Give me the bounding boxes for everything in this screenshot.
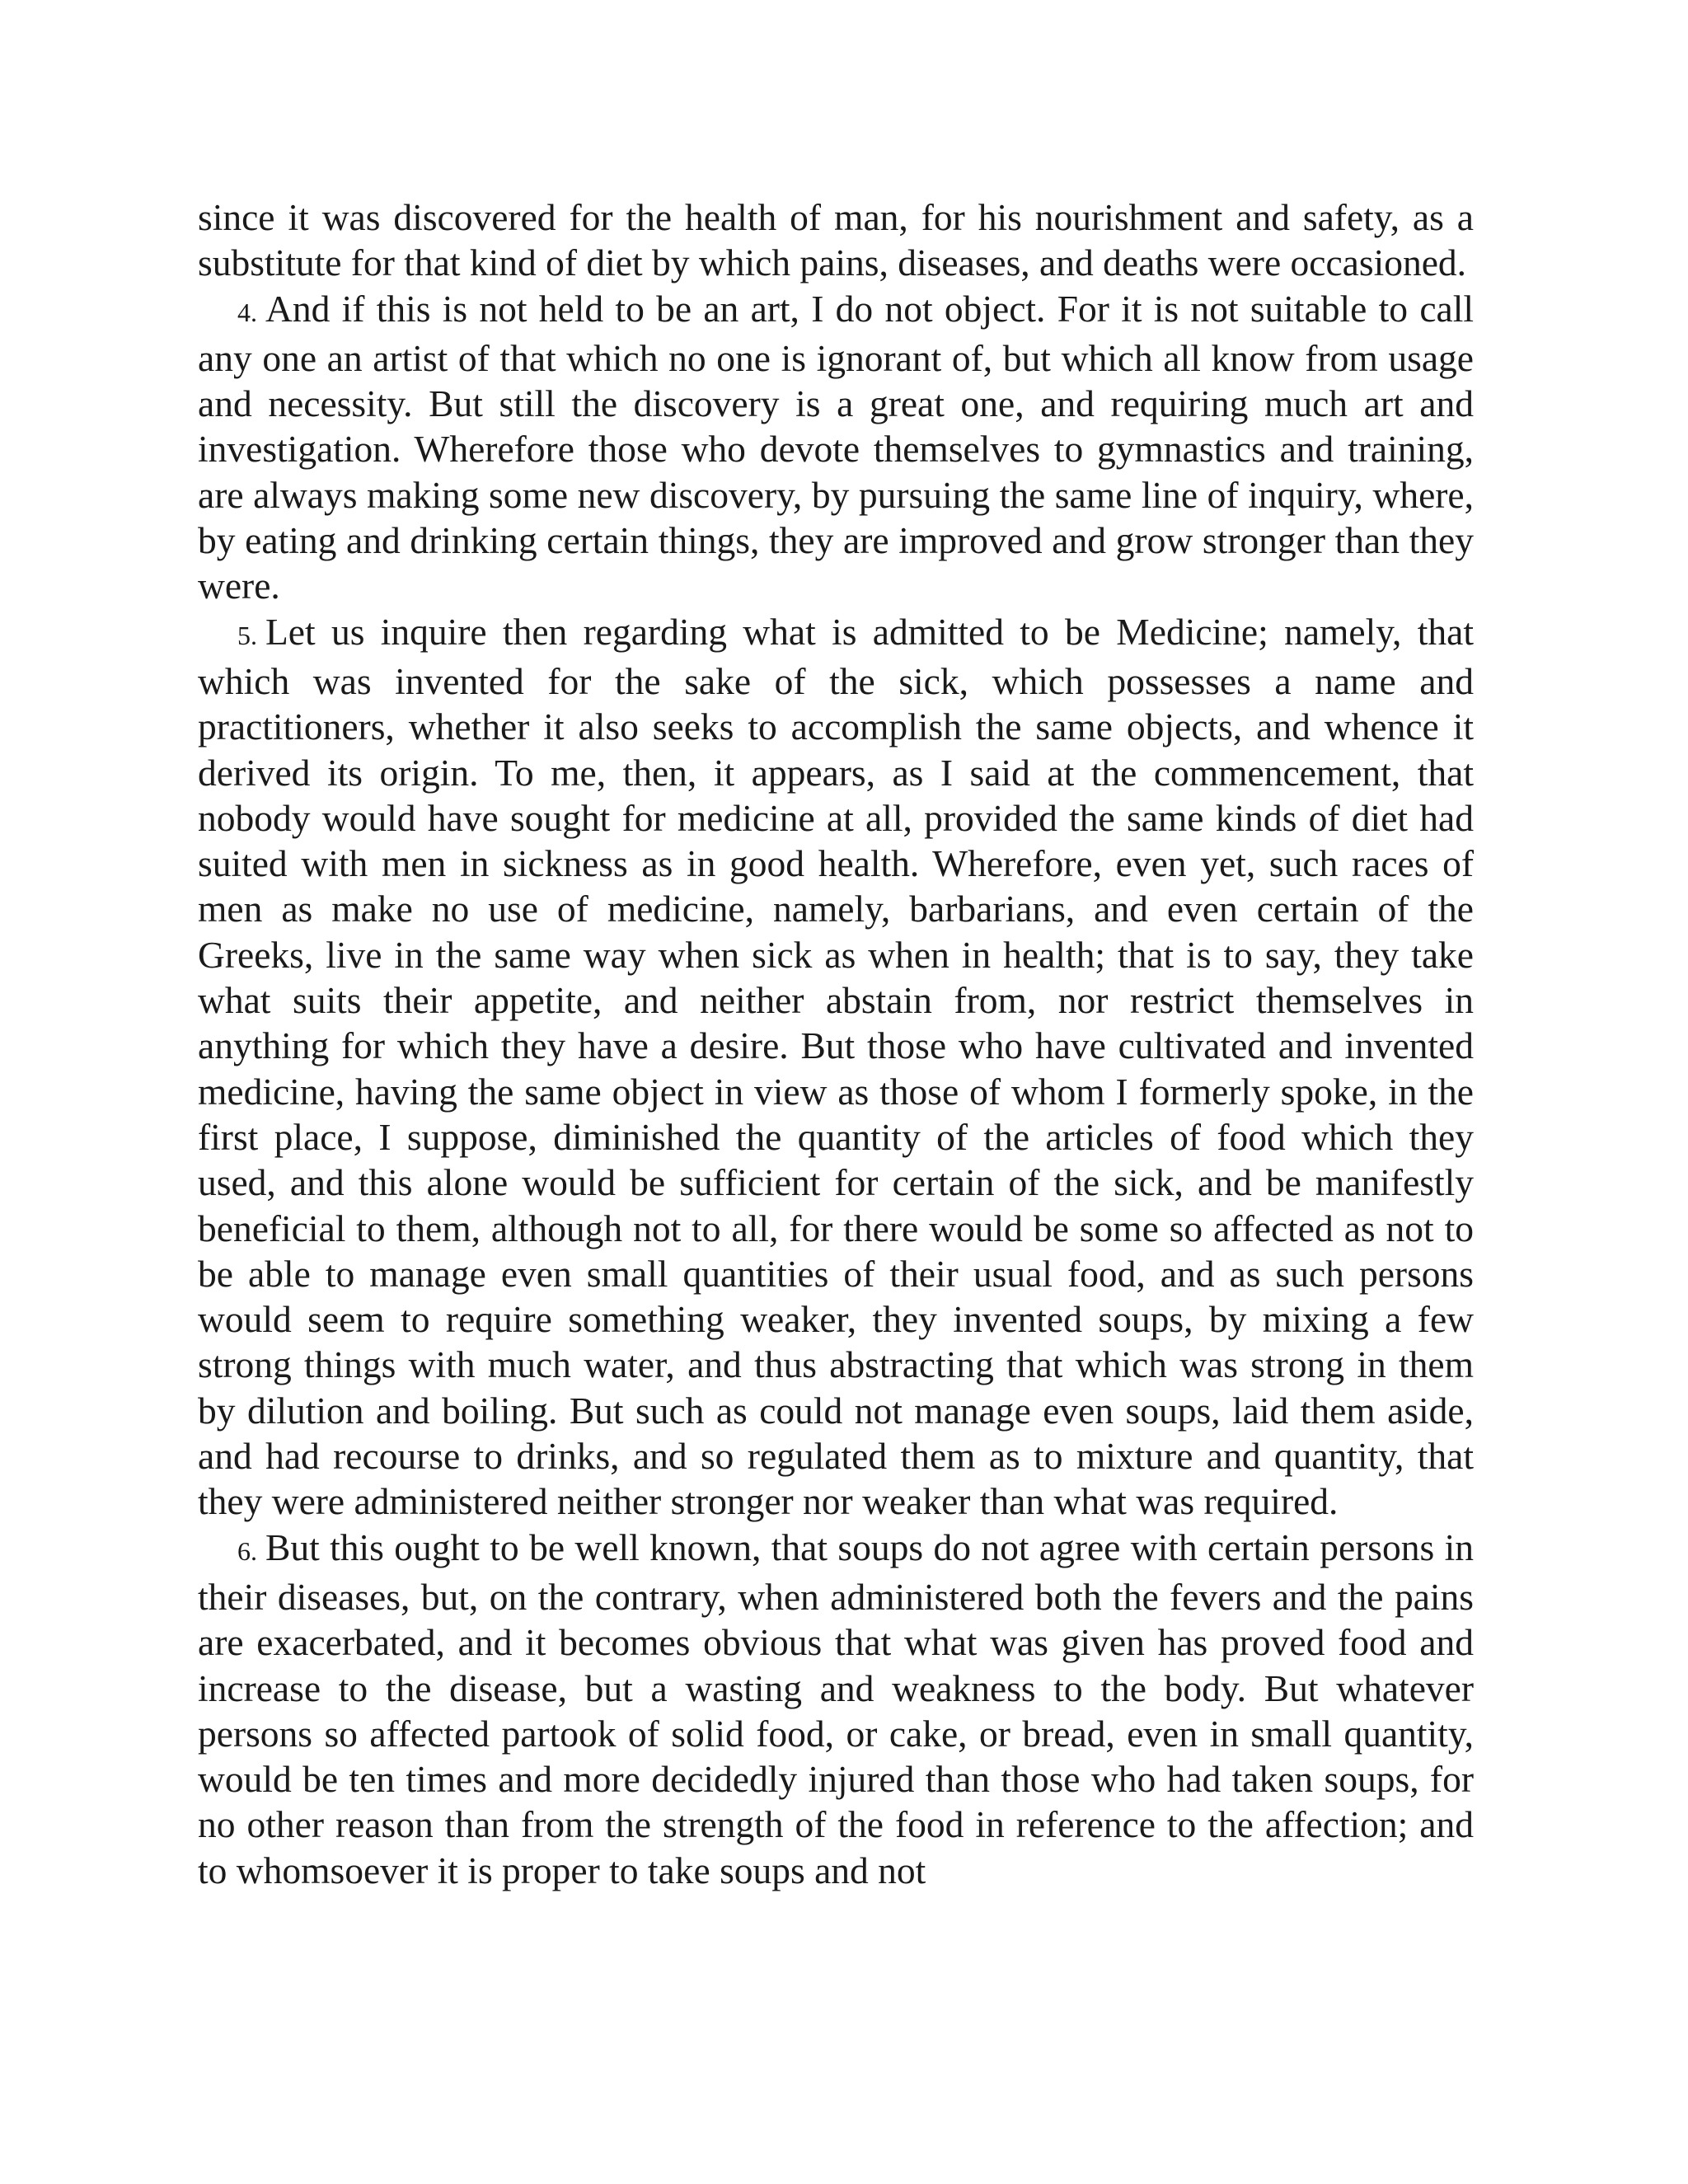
paragraph-text: since it was discovered for the health of man, for his nourishment and safety, as a substitute for that kind of diet by which pains, diseases, and deaths were occasioned. (198, 196, 1474, 284)
paragraph-number: 6. (237, 1535, 257, 1566)
paragraph-text: And if this is not held to be an art, I do not object. For it is not suitable to call any one an artist of that which no one is ignorant of, but which all know from usage and necessity. But still the discovery is a great one, and requiring much art and investigation. Wherefore those who devote themselves to gymnastics and training, are always making some new discovery, by pursuing the same line of inquiry, where, by eating and drinking certain things, they are improved and grow stronger than they were. (198, 287, 1474, 607)
paragraph-text: But this ought to be well known, that soups do not agree with certain persons in their diseases, but, on the contrary, when administered both the fevers and the pains are exacerbated, and it becomes obvious that what was given has proved food and increase to the disease, but a wasting and weakness to the body. But whatever persons so affected partook of solid food, or cake, or bread, even in small quantity, would be ten times and more decidedly injured than those who had taken soups, for no other reason than from the strength of the food in reference to the affection; and to whomsoever it is proper to take soups and not (198, 1526, 1474, 1891)
paragraph-number: 5. (237, 620, 257, 650)
paragraph-text: Let us inquire then regarding what is admitted to be Medicine; namely, that which was invented for the sake of the sick, which possesses a name and practitioners, whether it also seeks to accomplish the same objects, and whence it derived its origin. To me, then, it appears, as I said at the commencement, that nobody would have sought for medicine at all, provided the same kinds of diet had suited with men in sickness as in good health. Wherefore, even yet, such races of men as make no use of medicine, namely, barbarians, and even certain of the Greeks, live in the same way when sick as when in health; that is to say, they take what suits their appetite, and neither abstain from, nor restrict themselves in anything for which they have a desire. But those who have cultivated and invented medicine, having the same object in view as those of whom I formerly spoke, in the first place, I suppose, diminished the quantity of the articles of food which they used, and this alone would be sufficient for certain of the sick, and be manifestly beneficial to them, although not to all, for there would be some so affected as not to be able to manage even small quantities of their usual food, and as such persons would seem to require something weaker, they invented soups, by mixing a few strong things with much water, and thus abstracting that which was strong in them by dilution and boiling. But such as could not manage even soups, laid them aside, and had recourse to drinks, and so regulated them as to mixture and quantity, that they were administered neither stronger nor weaker than what was required. (198, 610, 1474, 1523)
paragraph-6 (198, 1525, 1474, 1893)
paragraph-number: 4. (237, 297, 257, 327)
paragraph-5 (198, 609, 1474, 1525)
page-body (198, 194, 1474, 1893)
paragraph-continued (198, 194, 1474, 286)
paragraph-4 (198, 286, 1474, 609)
